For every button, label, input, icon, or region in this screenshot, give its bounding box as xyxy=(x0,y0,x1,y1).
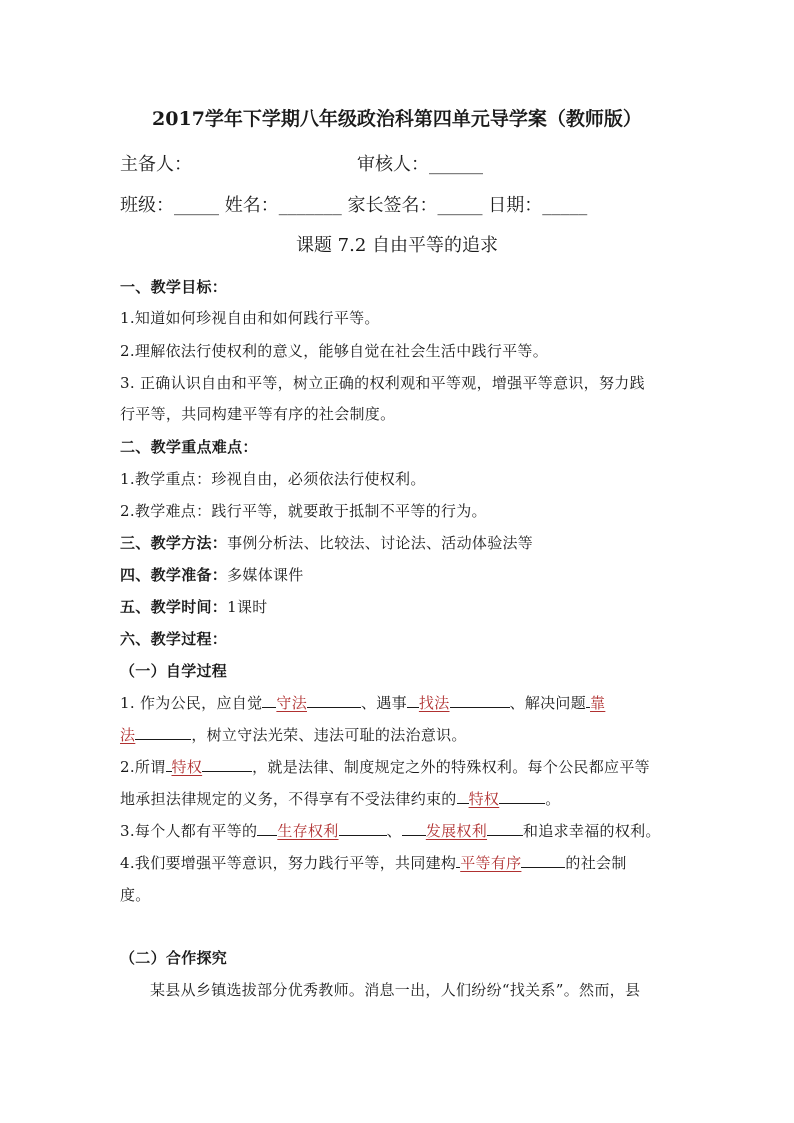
q4-answer-1: 平等有序 xyxy=(460,854,522,872)
student-info-row xyxy=(120,191,587,217)
q2-text-a: 2.所谓 xyxy=(120,758,166,776)
preparer-row xyxy=(120,150,192,176)
preparer-label: 主备人： xyxy=(120,154,192,175)
time-text: 1课时 xyxy=(227,598,268,616)
q1-blank-2-lead xyxy=(407,707,419,708)
time-row xyxy=(120,596,268,617)
q1-blank-2-trail xyxy=(450,707,510,708)
q2-blank-trail xyxy=(202,771,252,772)
goal-3-line-2: 行平等，共同构建平等有序的社会制度。 xyxy=(120,405,396,423)
parent-signature-label: 家长签名： xyxy=(347,195,438,216)
question-4-line-1 xyxy=(120,852,627,873)
q3-text-b: 、 xyxy=(386,822,402,840)
reviewer-label: 审核人： xyxy=(357,154,429,175)
question-1-line-1 xyxy=(120,692,605,713)
reviewer-row xyxy=(357,150,483,176)
q3-text-c: 和追求幸福的权利。 xyxy=(523,822,661,840)
q2-answer-1: 特权 xyxy=(171,758,203,776)
self-study-heading: （一）自学过程 xyxy=(120,662,228,680)
q1-blank-3-trail xyxy=(135,739,191,740)
q1-text-a: 1. 作为公民，应自觉 xyxy=(120,694,263,712)
parent-signature-blank[interactable]: _____ xyxy=(437,195,483,216)
class-blank[interactable]: _____ xyxy=(174,195,219,216)
q3-answer-1: 生存权利 xyxy=(277,822,339,840)
time-heading: 五、教学时间： xyxy=(120,598,228,616)
prep-row xyxy=(120,564,304,585)
name-blank[interactable]: _______ xyxy=(278,195,342,216)
q1-text-d: ，树立守法光荣、违法可耻的法治意识。 xyxy=(191,726,467,744)
prep-text: 多媒体课件 xyxy=(227,566,304,584)
q2-text-c: 地承担法律规定的义务，不得享有不受法律约束的 xyxy=(120,790,457,808)
lesson-title: 课题 7.2 自由平等的追求 xyxy=(295,235,499,256)
case-text: 某县从乡镇选拔部分优秀教师。消息一出，人们纷纷“找关系”。然而，县 xyxy=(150,981,641,999)
question-2-line-1 xyxy=(120,756,650,777)
question-4-line-2 xyxy=(120,884,151,905)
goal-2: 2.理解依法行使权利的意义，能够自觉在社会生活中践行平等。 xyxy=(120,342,549,360)
q1-text-c: 、解决问题 xyxy=(509,694,587,712)
cooperative-inquiry-heading: （二）合作探究 xyxy=(120,949,228,967)
goal-3-line-1: 3. 正确认识自由和平等，树立正确的权利观和平等观，增强平等意识，努力践 xyxy=(120,374,645,392)
date-label: 日期： xyxy=(488,195,543,216)
process-heading: 六、教学过程： xyxy=(120,630,228,648)
goals-heading: 一、教学目标： xyxy=(120,278,228,296)
prep-heading: 四、教学准备： xyxy=(120,566,228,584)
q4-text-a: 4.我们要增强平等意识，努力践行平等，共同建构 xyxy=(120,854,457,872)
q1-text-b: 、遇事 xyxy=(361,694,407,712)
q4-text-c: 度。 xyxy=(120,886,151,904)
q3-blank-trail xyxy=(339,835,387,836)
method-row xyxy=(120,532,533,553)
q1-answer-2: 找法 xyxy=(418,694,450,712)
q3-text-a: 3.每个人都有平等的 xyxy=(120,822,258,840)
method-heading: 三、教学方法： xyxy=(120,534,228,552)
q1-blank-lead xyxy=(262,707,276,708)
goal-1: 1.知道如何珍视自由和如何践行平等。 xyxy=(120,309,380,327)
date-blank[interactable]: _____ xyxy=(542,195,588,216)
q3-answer-2: 发展权利 xyxy=(425,822,488,840)
q2-blank-2-trail xyxy=(499,803,545,804)
q1-answer-3a: 靠 xyxy=(590,694,606,712)
question-3 xyxy=(120,820,661,841)
reviewer-blank[interactable]: ______ xyxy=(429,154,483,175)
q1-answer-1: 守法 xyxy=(276,694,307,712)
name-label: 姓名： xyxy=(224,195,279,216)
key-point: 1.教学重点：珍视自由，必须依法行使权利。 xyxy=(120,470,426,488)
q2-answer-2: 特权 xyxy=(468,790,500,808)
key-difficult-heading: 二、教学重点难点： xyxy=(120,438,258,456)
q2-text-d: 。 xyxy=(545,790,561,808)
question-2-line-2 xyxy=(120,788,561,809)
q3-blank-lead xyxy=(257,835,277,836)
q2-blank-2-lead xyxy=(457,803,469,804)
q2-text-b: ，就是法律、制度规定之外的特殊权利。每个公民都应平等 xyxy=(252,758,650,776)
q1-answer-3b: 法 xyxy=(120,726,136,744)
document-title: 2017学年下学期八年级政治科第四单元导学案（教师版） xyxy=(152,108,642,130)
difficult-point: 2.教学难点：践行平等，就要敢于抵制不平等的行为。 xyxy=(120,502,487,520)
q3-blank-2-trail xyxy=(487,835,523,836)
method-text: 事例分析法、比较法、讨论法、活动体验法等 xyxy=(227,534,534,552)
q1-blank-trail xyxy=(307,707,361,708)
q4-blank-trail xyxy=(521,867,565,868)
class-label: 班级： xyxy=(120,195,174,216)
q3-blank-2-lead xyxy=(402,835,426,836)
question-1-line-2 xyxy=(120,724,467,745)
q4-text-b: 的社会制 xyxy=(565,854,627,872)
